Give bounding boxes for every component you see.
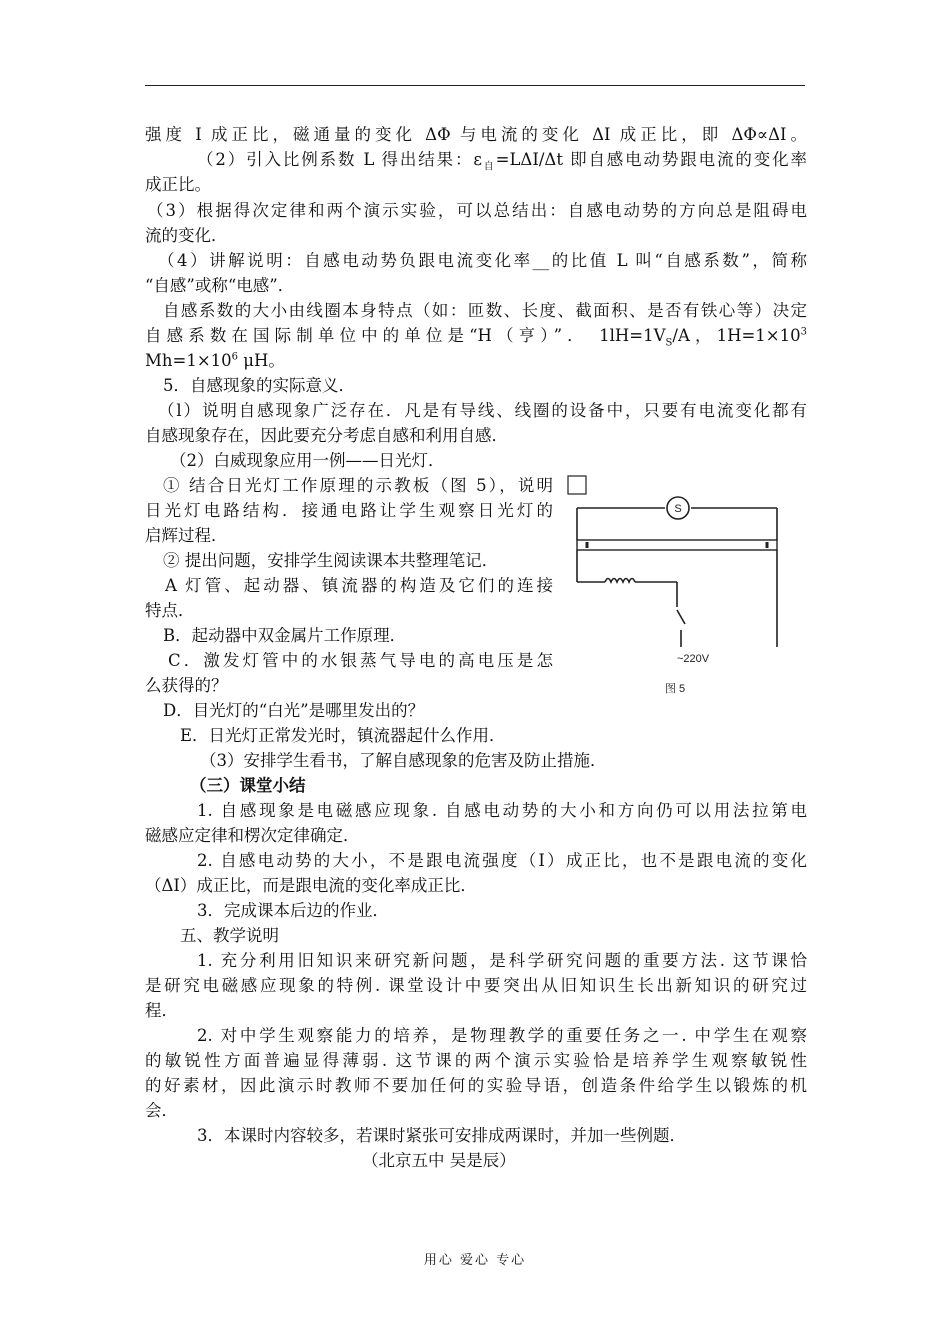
text-line: 的敏锐性方面普遍显得薄弱. 这节课的两个演示实验恰是培养学生观察敏锐性 <box>145 1051 807 1070</box>
text-line: 日光灯电路结构．接通电路让学生观察日光灯的 <box>145 501 553 520</box>
section-heading: 五、教学说明 <box>180 926 279 945</box>
ballast-coil <box>605 579 635 583</box>
text-line: （4）讲解说明：自感电动势负跟电流变化率__的比值 L 叫“自感系数”，简称 <box>158 251 807 270</box>
text-line: （3）根据得次定律和两个演示实验，可以总结出：自感电动势的方向总是阻碍电 <box>147 201 807 220</box>
text-line: 3．完成课本后边的作业． <box>197 901 389 920</box>
text-line: 2. 自感电动势的大小，不是跟电流强度（I）成正比，也不是跟电流的变化 <box>197 851 807 870</box>
header-rule <box>145 85 805 86</box>
text-line: 自感系数在国际制单位中的单位是“H（亨）”． $1lH=1V_S/A$，$1H=1\times 10^3$ <box>145 326 807 349</box>
text-line: 么获得的？ <box>145 676 228 695</box>
switch <box>677 610 685 624</box>
text-line: C．激发灯管中的水银蒸气导电的高电压是怎 <box>168 651 553 670</box>
text-line: （3）安排学生看书，了解自感现象的危害及防止措施． <box>200 751 607 770</box>
text-line: 5．自感现象的实际意义． <box>163 376 355 395</box>
text-line: 强度 I 成正比，磁通量的变化 ΔΦ 与电流的变化 ΔI 成正比，即 ΔΦ∝ΔI。 <box>145 125 807 144</box>
text-line: （2）白威现象应用一例——日光灯． <box>170 451 445 470</box>
text-line: $Mh=1\times 10^6$ μH。 <box>145 351 285 370</box>
page-footer: 用心 爱心 专心 <box>423 1253 527 1268</box>
starter-box <box>568 476 586 494</box>
text-line: 1. 充分利用旧知识来研究新问题，是科学研究问题的重要方法. 这节课恰 <box>197 951 807 970</box>
text-line: 特点． <box>145 601 195 620</box>
text-line: 的好素材，因此演示时教师不要加任何的实验导语，创造条件给学生以锻炼的机 <box>145 1076 807 1095</box>
lamp-tube <box>577 540 777 550</box>
text-line: 程． <box>145 1001 178 1020</box>
text-line: 是研究电磁感应现象的特例. 课堂设计中要突出从旧知识生长出新知识的研究过 <box>145 976 807 995</box>
text-line: “自感”或称“电感”． <box>145 276 295 295</box>
text-line: E．日光灯正常发光时，镇流器起什么作用． <box>180 726 506 745</box>
text-line: D．目光灯的“白光”是哪里发出的？ <box>163 701 425 720</box>
text-line: ② 提出问题，安排学生阅读课本共整理笔记． <box>163 551 499 570</box>
text-line: 成正比。 <box>145 175 211 194</box>
text-line: 磁感应定律和楞次定律确定． <box>145 826 360 845</box>
section-heading: （三）课堂小结 <box>190 776 306 795</box>
text-line: 自感系数的大小由线圈本身特点（如：匝数、长度、截面积、是否有铁心等）决定 <box>163 301 807 320</box>
text-line: A 灯管、起动器、镇流器的构造及它们的连接 <box>165 576 553 595</box>
text-line: B．起动器中双金属片工作原理． <box>163 626 407 645</box>
text-line: 启辉过程． <box>145 526 228 545</box>
text-line: （2）引入比例系数 L 得出结果：$\varepsilon_自=L\Delta I/\Delta t$ 即自感电动势跟电流的变化率 <box>197 150 807 173</box>
author-line: （北京五中 吴是辰） <box>362 1151 516 1170</box>
text-line: 3．本课时内容较多，若课时紧张可安排成两课时，并加一些例题． <box>197 1126 686 1145</box>
figure-caption: 图 5 <box>665 683 686 695</box>
text-line: 2. 对中学生观察能力的培养，是物理教学的重要任务之一. 中学生在观察 <box>197 1026 807 1045</box>
text-line: 流的变化． <box>145 226 228 245</box>
text-line: ① 结合日光灯工作原理的示教板（图 5），说明 <box>163 476 553 495</box>
fluorescent-lamp-circuit-figure <box>565 472 785 702</box>
voltage-label: ~220V <box>677 653 710 665</box>
text-line: 会． <box>145 1101 178 1120</box>
text-line: 自感现象存在，因此要充分考虑自感和利用自感． <box>145 426 508 445</box>
text-line: （ΔI）成正比，而是跟电流的变化率成正比． <box>145 876 477 895</box>
meter-label: S <box>674 503 682 515</box>
text-line: （l）说明自感现象广泛存在．凡是有导线、线圈的设备中，只要有电流变化都有 <box>158 401 807 420</box>
text-line: 1. 自感现象是电磁感应现象. 自感电动势的大小和方向仍可以用法拉第电 <box>197 801 807 820</box>
